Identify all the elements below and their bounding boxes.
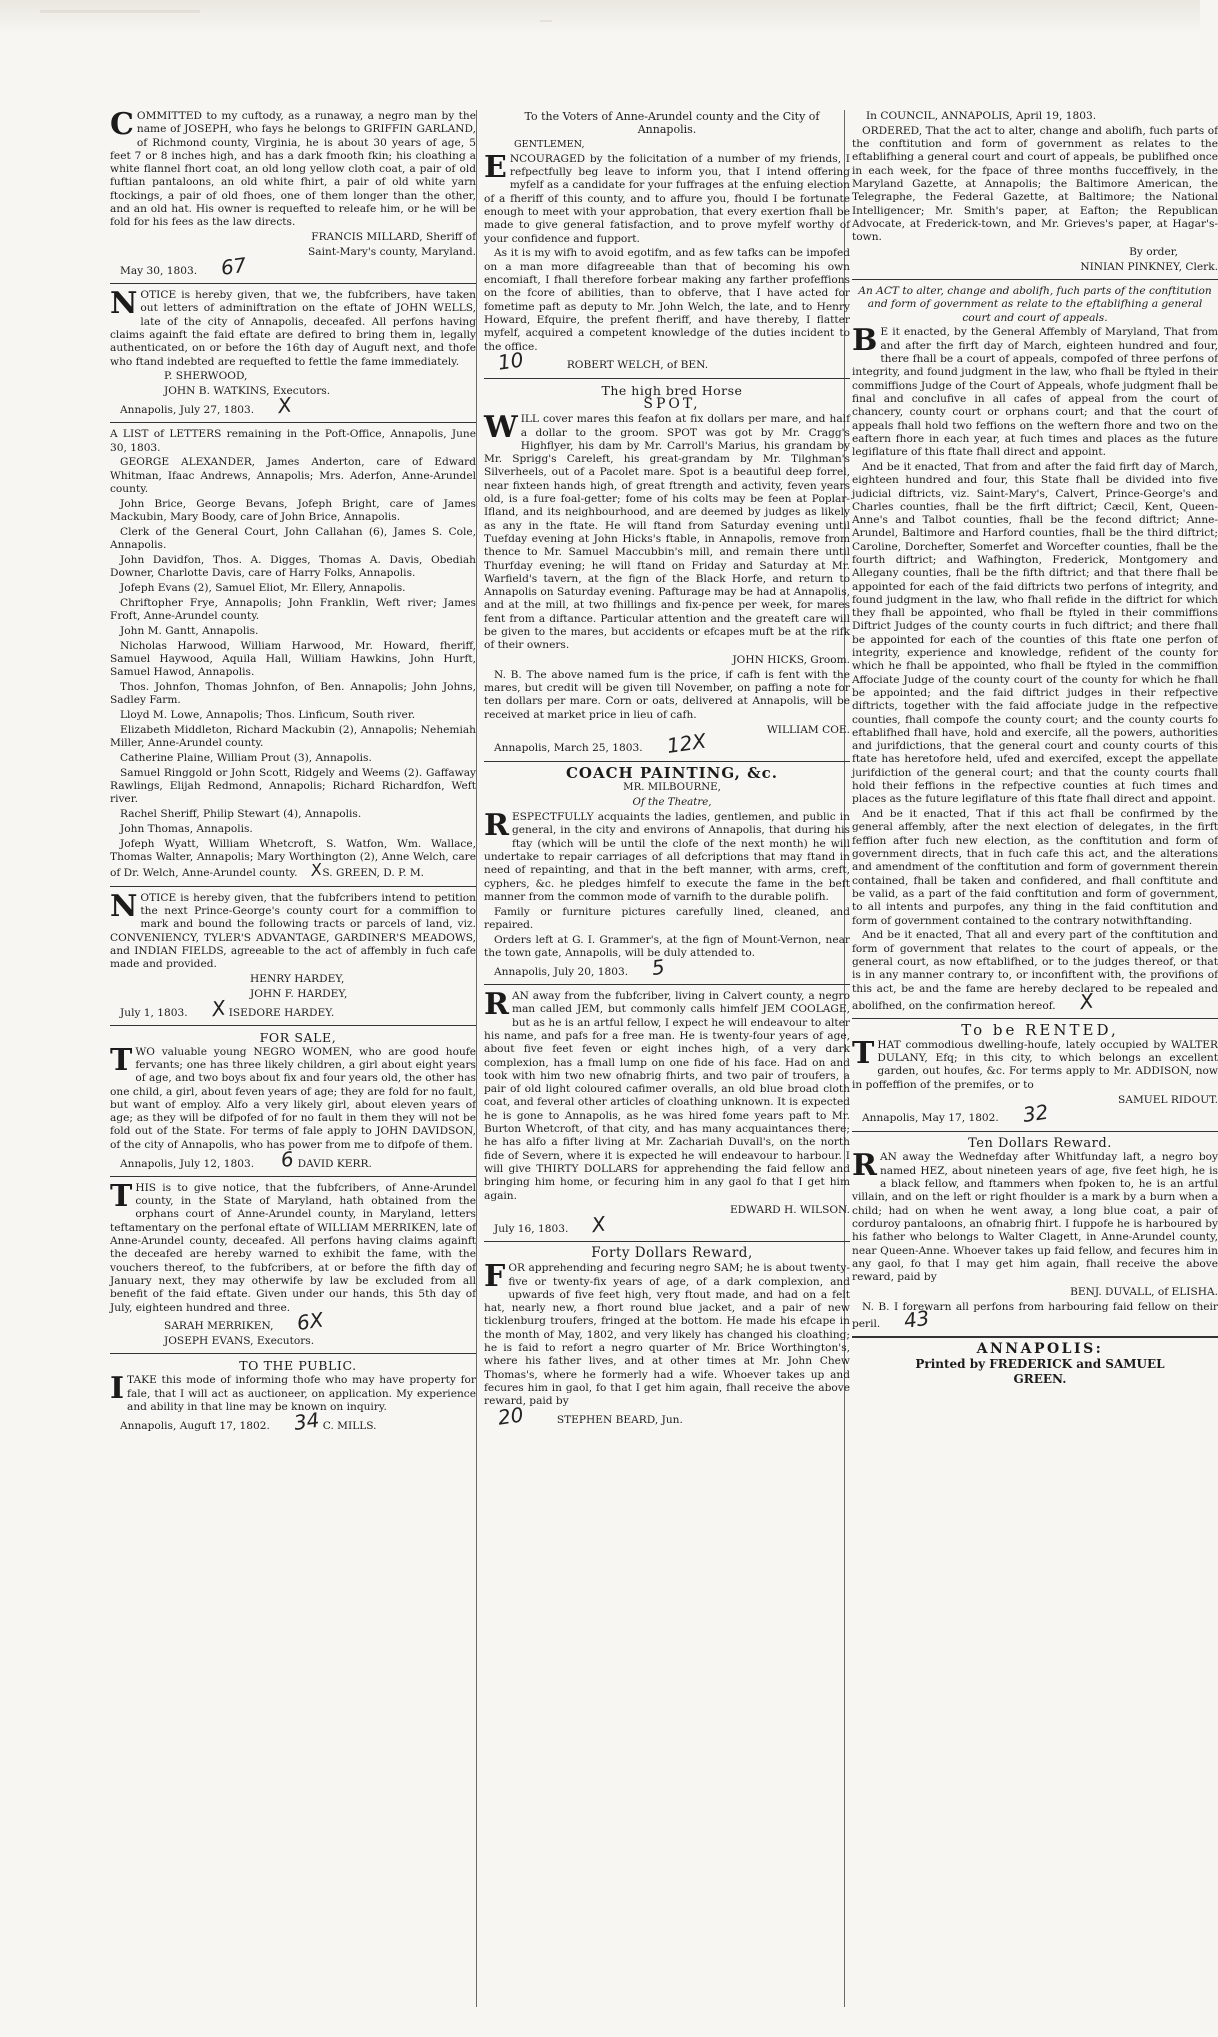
scan-artifact xyxy=(540,20,552,22)
ad-body: OTICE is hereby given, that the fubfcribers intend to petition the next Prince-George's county court for a commiffion to mark and bound the following tracts or parcels of land, viz. CONVENIENCY, TYLER'S ADVANTAGE, GARDINER'S MEADOWS, and INDIAN FIELDS, agreeable to the act of affembly in fuch cafe made and provided. xyxy=(110,891,476,971)
spot-horse-ad xyxy=(484,382,850,759)
ad-body: HIS is to give notice, that the fubfcribers, of Anne-Arundel county, in the State of Maryland, hath obtained from the orphans court of Anne-Arundel county, in Maryland, letters teftamentary on the perfonal eftate of WILLIAM MERRIKEN, late of Anne-Arundel county, deceafed. All perfons having claims againft the deceafed are hereby warned to exhibit the fame, with the vouchers thereof, to the fubfcribers, at or before the fifth day of January next, they may otherwife by law be excluded from all benefit of the faid eftate. Given under our hands, this 5th day of July, eighteen hundred and three. xyxy=(110,1181,476,1314)
imprint-city: ANNAPOLIS: xyxy=(976,1341,1104,1358)
executors-label: Executors. xyxy=(272,385,331,398)
wilson-runaway-ad xyxy=(484,987,850,1238)
ad-body: Family or furniture pictures carefully lined, cleaned, and repaired. xyxy=(484,905,850,931)
signature: FRANCIS MILLARD, Sheriff of xyxy=(311,231,476,244)
ad-body: As it is my wifh to avoid egotifm, and as few tafks can be impofed on a man more difagreeable than that of becoming his own encomiaft, I fhall therefore forbear making any farther profeffions on the fcore of abilities, than to obferve, that I have acted for fometime paft as deputy to Mr. John Welch, the late, and to Henry Howard, Efquire, the prefent fheriff, and have thereby, I flatter myfelf, acquired a competent knowledge of the duties incident to the office. xyxy=(484,247,850,353)
divider xyxy=(110,1176,476,1177)
millard-notice xyxy=(110,107,476,280)
ad-heading: In COUNCIL, ANNAPOLIS, April 19, 1803. xyxy=(866,110,1097,122)
signature: DAVID KERR. xyxy=(297,1157,372,1170)
signature: JOHN F. HARDEY, xyxy=(250,987,348,1000)
drop-cap: R xyxy=(484,987,509,1023)
ad-body: ILL cover mares this feafon at fix dollars per mare, and half a dollar to the groom. SPOT was got by Mr. Cragg's Highflyer, his dam by Mr. Carroll's Marius, his grandam by Mr. Sprigg's Careleft, his great-grandam by Mr. Tilghman's Silverheels, out of a Pacolet mare. Spot is a beautiful deep forrel, near fixteen hands high, of great ftrength and activity, feven years old, is a fure foal-getter; fome of his colts may be feen at Poplar-Ifland, and its neighbourhood, and are deemed by judges as likely as any in the ftate. He will ftand from Saturday evening until Tuefday evening at John Hicks's ftable, in Annapolis, remove from thence to Mr. Samuel Maccubbin's mill, and remain there until Thurfday evening; he will ftand on Friday and Saturday at Mr. Warfield's tavern, at the fign of the Black Horfe, and return to Annapolis on Saturday evening. Pafturage may be had at Annapolis, and at the mill, at two fhillings and fix-pence per week, for mares fent from a diftance. Particular attention and the greateft care will be given to the mares, but accidents or efcapes muft be at the rifk of their owners. xyxy=(484,413,850,652)
letters-entry: John Davidfon, Thos. A. Digges, Thomas A. Davis, Obediah Downer, Charlotte Davis, care of Harry Folks, Annapolis. xyxy=(110,553,476,580)
drop-cap: C xyxy=(110,107,134,142)
letters-entry: Elizabeth Middleton, Richard Mackubin (2), Annapolis; Nehemiah Miller, Anne-Arundel county. xyxy=(110,723,476,750)
ad-heading: The high bred Horse xyxy=(601,382,743,398)
signature: JOSEPH EVANS, xyxy=(164,1335,254,1348)
divider xyxy=(852,1336,1218,1338)
divider xyxy=(852,1131,1218,1132)
ad-body: OR apprehending and fecuring negro SAM; he is about twenty-five or twenty-fix years of age, of a dark complexion, and upwards of five feet high, very ftout made, and had on a felt hat, nearly new, a fhort round blue jacket, and a pair of new ticklenburg troufers, fringed at the bottom. He made his efcape in the month of May, 1802, and very likely has changed his cloathing; he is faid to refort a negro quarter of Mr. Brice Worthington's, where his father lives, and at other times at Mr. John Chew Thomas's, where he formerly had a wife. Whoever takes up and fecures him in gaol, fo that I get him again, fhall receive the above reward, paid by xyxy=(484,1262,850,1408)
letters-entry: Catherine Plaine, William Prout (3), Annapolis. xyxy=(120,752,372,765)
ad-title: Forty Dollars Reward, xyxy=(591,1245,753,1262)
dateline: Annapolis, Auguft 17, 1802. xyxy=(120,1419,270,1432)
dateline: May 30, 1803. xyxy=(120,264,198,277)
signature: JOHN HICKS, Groom. xyxy=(732,654,850,667)
ad-body: ESPECTFULLY acquaints the ladies, gentlemen, and public in general, in the city and environs of Annapolis, that during his ftay (which will be until the clofe of the next month) he will undertake to repair carriages of all defcriptions that may ftand in need of repainting, and that in the beft manner, with arms, creft, cyphers, &c. he pledges himfelf to execute the fame in the beft manner from the common mode of varnifh to the durable polifh. xyxy=(484,811,850,903)
handwritten-mark: 67 xyxy=(219,252,248,280)
ad-title: TO THE PUBLIC. xyxy=(239,1358,357,1374)
handwritten-mark: 10 xyxy=(496,347,525,376)
ad-title: FOR SALE, xyxy=(259,1029,337,1045)
merriken-estate-notice xyxy=(110,1178,476,1349)
signature: SARAH MERRIKEN, xyxy=(164,1320,274,1333)
ad-body: TAKE this mode of informing thofe who may have property for fale, that I will act as auctioneer, on application. My experience and ability in that line may be known on inquiry. xyxy=(127,1374,476,1413)
divider xyxy=(852,279,1218,280)
divider xyxy=(110,1353,476,1354)
drop-cap: T xyxy=(110,1042,133,1078)
ad-nota-bene: N. B. I forewarn all perfons from harbouring faid fellow on their peril. xyxy=(852,1300,1218,1331)
drop-cap: T xyxy=(852,1035,875,1071)
signature: BENJ. DUVALL, of ELISHA. xyxy=(1070,1285,1218,1298)
letters-entry: GEORGE ALEXANDER, James Anderton, care of Edward Whitman, Ifaac Andrews, Annapolis; Mrs. Aderfon, Anne-Arundel county. xyxy=(110,456,476,495)
letters-entry: John M. Gantt, Annapolis. xyxy=(120,624,259,637)
handwritten-mark: 6X xyxy=(295,1307,326,1336)
coach-painting-ad xyxy=(484,763,850,980)
divider xyxy=(110,283,476,284)
handwritten-mark: 12X xyxy=(665,729,708,759)
handwritten-mark: 5 xyxy=(650,954,667,980)
signature: EDWARD H. WILSON. xyxy=(729,1204,850,1217)
signature-title: Saint-Mary's county, Maryland. xyxy=(308,245,476,258)
drop-cap: R xyxy=(852,1148,877,1184)
letters-entry: Chriftopher Frye, Annapolis; John Franklin, Weft river; James Froft, Anne-Arundel county. xyxy=(110,596,476,623)
imprint-printers: Printed by FREDERICK and SAMUEL xyxy=(915,1357,1165,1372)
horse-name: SPOT, xyxy=(643,396,701,413)
act-title: An ACT to alter, change and abolifh, fuch parts of the conftitution and form of government as relate to the eftablifhing a general court and court of appeals. xyxy=(858,285,1212,324)
handwritten-mark: 34 xyxy=(292,1407,321,1435)
ad-body: Orders left at G. I. Grammer's, at the fign of Mount-Vernon, near the town gate, Annapolis, will be duly attended to. xyxy=(484,933,850,960)
handwritten-mark: 32 xyxy=(1021,1100,1050,1128)
ad-body: OTICE is hereby given, that we, the fubfcribers, have taken out letters of adminiftration on the eftate of JOHN WELLS, late of the city of Annapolis, deceafed. All perfons having claims againft the faid eftate are defired to bring them in, legally authenticated, on or before the 16th day of Auguft next, and thofe who ftand indebted are requefted to fettle the fame immediately. xyxy=(110,289,476,368)
act-paragraph: E it enacted, by the General Affembly of Maryland, That from and after the firft day of March, eighteen hundred and four, there fhall be a court of appeals, compofed of three perfons of integrity, and found judgment in the law, who fhall be ftyled in their commiffions Judge of the Court of Appeals, whofe judgment fhall be final and conclufive in all cafes of appeal from the court of chancery, county court or orphans court; and that the court of appeals fhall hold two feffions on the weftern fhore and two on the eaftern fhore in each year, at fuch times and places as the future legiflature of this ftate fhall direct and appoint. xyxy=(852,326,1218,459)
letters-entry: John Thomas, Annapolis. xyxy=(120,823,253,836)
column-rule xyxy=(476,110,477,2007)
drop-cap: R xyxy=(484,808,509,844)
dateline: July 16, 1803. xyxy=(494,1223,569,1236)
ad-body: AN away the Wednefday after Whitfunday laft, a negro boy named HEZ, about nineteen years of age, five feet high, he is a black fellow, and ftammers when fpoken to, he is an artful villain, and on the left or right fhoulder is a mark by a burn when a child; had on when he went away, a long blue coat, a pair of corduroy pantaloons, an ofnabrig fhirt. I fuppofe he is harboured by his father who belongs to Walter Clagett, in Anne-Arundel county, near Queen-Anne. Whoever takes up faid fellow, and fecures him in any gaol, fo that I may get him again, fhall receive the above reward, paid by xyxy=(852,1151,1218,1284)
dateline: Annapolis, March 25, 1803. xyxy=(494,742,643,755)
signature: SAMUEL RIDOUT. xyxy=(1118,1093,1218,1106)
dateline: Annapolis, July 12, 1803. xyxy=(120,1157,255,1170)
signature: WILLIAM COE. xyxy=(766,723,850,736)
beard-reward-ad xyxy=(484,1245,850,1430)
letters-entry: Thos. Johnfon, Thomas Johnfon, of Ben. Annapolis; John Johns, Sadley Farm. xyxy=(110,681,476,707)
ad-body: AN away from the fubfcriber, living in Calvert county, a negro man called JEM, but commonly calls himfelf JEM COOLAGE, but as he is an artful fellow, I expect he will endeavour to alter his name, and pafs for a free man. He is twenty-four years of age, about five feet feven or eight inches high, of a very dark complexion, has a fmall lump on one fide of his face. Had on and took with him two new ofnabrig fhirts, and two pair of troufers, a pair of old light coloured cafimer overalls, an old blue broad cloth coat, and feveral other articles of cloathing unknown. It is expected he is gone to Annapolis, as he was hired fome years paft to Mr. Burton Whetcroft, of that city, and has many acquaintances there; he has alfo a fifter living at Mr. Zachariah Duvall's, on the north fide of Severn, where it is expected he will endeavour to harbour. I will give THIRTY DOLLARS for apprehending the faid fellow and bringing him home, or fecuring him in any gaol fo that I get him again. xyxy=(484,990,850,1202)
duvall-reward-ad xyxy=(852,1137,1218,1332)
ad-nota-bene: N. B. The above named fum is the price, if cafh is fent with the mares, but credit will be given till November, on paffing a note for ten dollars per mare. Corn or oats, delivered at Annapolis, will be received at market price in lieu of cafh. xyxy=(484,668,850,721)
dateline: Annapolis, July 20, 1803. xyxy=(494,965,629,978)
scan-top-edge xyxy=(0,0,1200,34)
hardey-petition xyxy=(110,888,476,1021)
letters-entry: Jofeph Evans (2), Samuel Eliot, Mr. Ellery, Annapolis. xyxy=(120,582,406,594)
ad-title: To be RENTED, xyxy=(961,1021,1119,1040)
ad-title: COACH PAINTING, &c. xyxy=(565,763,779,782)
handwritten-mark: X xyxy=(1077,988,1095,1014)
dateline: July 1, 1803. xyxy=(120,1006,188,1019)
divider xyxy=(484,378,850,379)
signature: C. MILLS. xyxy=(322,1419,377,1432)
drop-cap: F xyxy=(484,1259,506,1295)
act-paragraph: And be it enacted, That all and every part of the conftitution and form of government that relates to the court of appeals, or the general court, as now eftablifhed, or to the judges thereof, or that is in any manner contrary to, or inconfiftent with, the provifions of this act, be and the fame are hereby declared to be repealed and abolifhed, on the confirmation hereof. xyxy=(852,929,1218,1012)
to-be-rented-ad xyxy=(852,1021,1218,1128)
drop-cap: I xyxy=(110,1371,125,1407)
signature: HENRY HARDEY, xyxy=(250,973,345,986)
postmaster-signature: S. GREEN, D. P. M. xyxy=(322,867,425,880)
ad-body: ORDERED, That the act to alter, change and abolifh, fuch parts of the conftitution and form of government as relates to the eftablifhing a general court and court of appeals, be publifhed once in each week, for the fpace of three months fucceffively, in the Maryland Gazette, at Annapolis; the Baltimore American, the Telegraphe, the Federal Gazette, at Baltimore; the National Intelligencer; Mr. Smith's paper, at Eafton; the Republican Advocate, at Frederick-town, and Mr. Grieves's paper, at Hagar's-town. xyxy=(852,124,1218,244)
drop-cap: T xyxy=(110,1178,133,1214)
column-left xyxy=(110,107,476,2023)
divider xyxy=(852,1018,1218,1019)
drop-cap: W xyxy=(484,410,518,446)
drop-cap: B xyxy=(852,323,878,359)
divider xyxy=(110,1025,476,1026)
council-order xyxy=(852,110,1218,274)
ad-heading: To the Voters of Anne-Arundel county and the City of Annapolis. xyxy=(524,110,820,137)
divider xyxy=(484,984,850,985)
column-middle xyxy=(484,110,850,2023)
printer-imprint xyxy=(852,1343,1218,1386)
handwritten-mark: X xyxy=(310,860,324,881)
ad-title: Ten Dollars Reward. xyxy=(968,1135,1112,1151)
signature: STEPHEN BEARD, Jun. xyxy=(556,1414,683,1427)
wells-estate-notice xyxy=(110,286,476,419)
ad-subtitle: MR. MILBOURNE, xyxy=(623,782,721,794)
drop-cap: E xyxy=(484,149,507,185)
drop-cap: N xyxy=(110,888,138,924)
letters-entry: Samuel Ringgold or John Scott, Ridgely and Weems (2). Gaffaway Rawlings, Elijah Redmond, Annapolis; Richard Richardfon, Weft river. xyxy=(110,766,476,806)
to-the-public-ad xyxy=(110,1358,476,1435)
dateline: Annapolis, July 27, 1803. xyxy=(120,403,255,416)
salutation: GENTLEMEN, xyxy=(514,139,585,151)
ad-subtitle: Of the Theatre, xyxy=(632,797,712,809)
handwritten-mark: X xyxy=(590,1211,608,1238)
letters-list xyxy=(110,428,476,881)
divider xyxy=(484,1241,850,1242)
ad-body: WO valuable young NEGRO WOMEN, who are good houfe fervants; one has three likely children, a girl about eight years of age, and two boys about fix and four years old, the other has one child, a girl, about feven years of age; they are fold for no fault, but want of employ. Alfo a very likely girl, about eleven years of age; as they will be difpofed of for no fault in them they will not be fold out of the State. For terms of fale apply to JOHN DAVIDSON, of the city of Annapolis, who has power from me to difpofe of them. xyxy=(110,1045,476,1151)
letters-entry: Clerk of the General Court, John Callahan (6), James S. Cole, Annapolis. xyxy=(110,525,476,552)
signature: ISEDORE HARDEY. xyxy=(228,1006,335,1019)
ad-body: OMMITTED to my cuftody, as a runaway, a negro man by the name of JOSEPH, who fays he belongs to GRIFFIN GARLAND, of Richmond county, Virginia, he is about 30 years of age, 5 feet 7 or 8 inches high, and has a dark fmooth fkin; his cloathing a white flannel fhort coat, an old long yellow cloth coat, a pair of old fuftian pantaloons, an old white fhirt, a pair of old white yarn ftockings, a pair of old fhoes, one of them longer than the other, and an old hat. His owner is requefted to releafe him, or he will be fold for his fees as the law directs. xyxy=(110,110,476,229)
handwritten-mark: 20 xyxy=(496,1402,525,1430)
handwritten-mark: X xyxy=(209,995,227,1021)
divider xyxy=(110,422,476,423)
signature: NINIAN PINKNEY, Clerk. xyxy=(1080,260,1218,273)
divider xyxy=(484,761,850,762)
letters-entry: Rachel Sheriff, Philip Stewart (4), Annapolis. xyxy=(120,808,362,821)
column-right xyxy=(852,110,1218,2023)
letters-entry: John Brice, George Bevans, Jofeph Bright, care of James Mackubin, Mary Boody, care of John Brice, Annapolis. xyxy=(110,497,476,524)
handwritten-mark: 43 xyxy=(902,1305,932,1333)
scan-artifact xyxy=(40,10,200,13)
letters-entry: Lloyd M. Lowe, Annapolis; Thos. Linficum, South river. xyxy=(120,709,416,722)
letters-entry: Jofeph Wyatt, William Whetcroft, S. Watfon, Wm. Wallace, Thomas Walter, Annapolis; Mary Worthington (2), Anne Welch, care of Dr. Welch, Anne-Arundel county. xyxy=(110,837,476,880)
letters-title: A LIST of LETTERS remaining in the Poft-Office, Annapolis, June 30, 1803. xyxy=(110,428,476,454)
drop-cap: N xyxy=(110,286,138,322)
ad-body: HAT commodious dwelling-houfe, lately occupied by WALTER DULANY, Efq; in this city, to which belongs an excellent garden, out houfes, &c. For terms apply to Mr. ADDISON, now in poffeffion of the premifes, or to xyxy=(852,1038,1218,1091)
ad-body: NCOURAGED by the folicitation of a number of my friends, I refpectfully beg leave to inform you, that I intend offering myfelf as a candidate for your fuffrages at the enfuing election of a fheriff of this county, and to affure you, fhould I be fortunate enough to meet with your approbation, that every exertion fhall be made to give general fatisfaction, and to prove myfelf worthy of your confidence and fupport. xyxy=(484,152,850,245)
imprint-printers: GREEN. xyxy=(1013,1371,1067,1386)
by-order: By order, xyxy=(1129,245,1178,258)
executors-label: Executors. xyxy=(256,1335,315,1348)
divider xyxy=(110,886,476,887)
signature: JOHN B. WATKINS, xyxy=(164,385,270,398)
act-text xyxy=(852,285,1218,1013)
act-paragraph: And be it enacted, That from and after the faid firft day of March, eighteen hundred and four, this State fhall be divided into five judicial diftricts, viz. Saint-Mary's, Calvert, Prince-George's and Charles counties, fhall be the firft diftrict; Cæcil, Kent, Queen-Anne's and Talbot counties, fhall be the fecond diftrict; Anne-Arundel, Baltimore and Harford counties, fhall be the third diftrict; Caroline, Dorchefter, Somerfet and Worcefter counties, fhall be the fourth diftrict; and Wafhington, Frederick, Montgomery and Allegany counties, fhall be the fifth diftrict; and that there fhall be appointed for each of the faid diftricts two perfons of integrity, and found judgment in the law, who fhall refide in the diftrict for which they fhall be appointed, who fhall be ftyled in their commiffions Diftrict Judges of the county courts in fuch diftrict; and there fhall be appointed for each of the counties of this ftate one perfon of integrity, experience and knowledge, refident of the county for which he fhall be appointed, who fhall be ftyled in the commiffion Affociate Judge of the county court of the county for which he fhall be appointed; and the faid diftrict judges in their refpective diftricts, together with the faid affociate judge in the refpective counties, fhall compofe the county court; and the county courts fo eftablifhed fhall have, hold and exercife, all the powers, authorities and jurifdictions, that the general court and county courts of this ftate has heretofore held, ufed and exercifed, except the appellate jurifdiction of the general court; and that the county courts fhall hold their feffions in the refpective counties at fuch times and places as the future legiflature of this ftate fhall direct and appoint. xyxy=(852,460,1218,806)
signature: P. SHERWOOD, xyxy=(164,370,248,383)
signature: ROBERT WELCH, of BEN. xyxy=(566,359,709,372)
act-paragraph: And be it enacted, That if this act fhall be confirmed by the general affembly, after the next election of delegates, in the firft feffion after fuch new election, as the conftitution and form of government directs, that in fuch cafe this act, and the alterations and amendment of the conftitution and form of government therein contained, fhall be taken and confidered, and fhall conftitute and be valid, as a part of the faid conftitution and form of government, to all intents and purpofes, any thing in the faid conftitution and form of government contained to the contrary notwithftanding. xyxy=(852,808,1218,927)
letters-entry: Nicholas Harwood, William Harwood, Mr. Howard, fheriff, Samuel Haywood, Aquila Hall, William Hawkins, John Hurft, Samuel Hawod, Annapolis. xyxy=(110,639,476,679)
welch-election-notice xyxy=(484,110,850,376)
for-sale-ad xyxy=(110,1031,476,1171)
handwritten-mark: 6 xyxy=(279,1146,296,1172)
handwritten-mark: X xyxy=(276,392,294,419)
dateline: Annapolis, May 17, 1802. xyxy=(862,1112,999,1125)
